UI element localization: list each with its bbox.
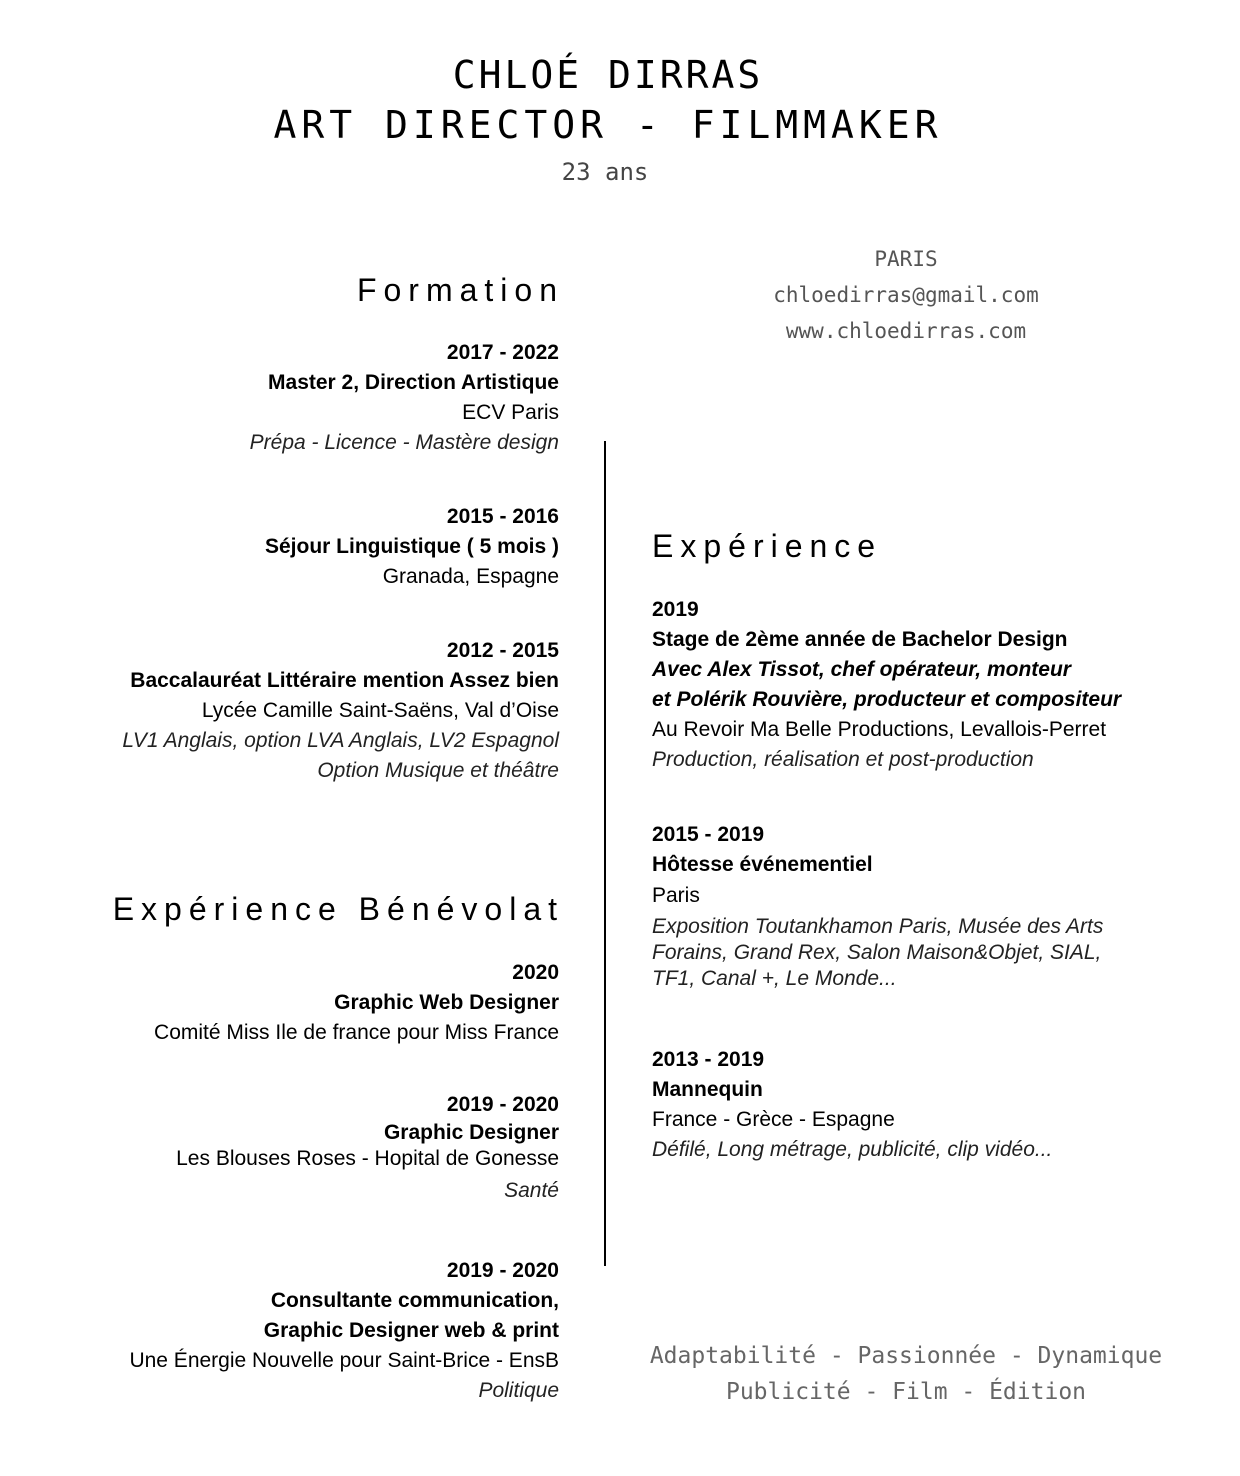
resume-age: 23 ans bbox=[561, 158, 649, 186]
experience-role: Hôtesse événementiel bbox=[652, 853, 873, 876]
volunteer-entry-2 bbox=[176, 1090, 559, 1210]
formation-entry-3 bbox=[122, 636, 559, 786]
experience-detail: Forains, Grand Rex, Salon Maison&Objet, SIAL, bbox=[652, 941, 1102, 964]
experience-years: 2015 - 2019 bbox=[652, 823, 765, 846]
resume-name: CHLOÉ DIRRAS bbox=[452, 53, 764, 97]
experience-entry-2 bbox=[652, 820, 1103, 992]
experience-title: Expérience bbox=[652, 528, 883, 564]
formation-entry-2 bbox=[265, 502, 559, 592]
experience-with: et Polérik Rouvière, producteur et compositeur bbox=[652, 688, 1122, 711]
formation-detail: Option Musique et théâtre bbox=[317, 759, 559, 782]
formation-title: Formation bbox=[356, 272, 564, 308]
volunteer-title: Expérience Bénévolat bbox=[112, 891, 564, 927]
volunteer-org: Une Énergie Nouvelle pour Saint-Brice - EnsB bbox=[129, 1349, 559, 1372]
column-divider bbox=[604, 441, 606, 1266]
experience-entry-1 bbox=[652, 595, 1121, 775]
volunteer-years: 2020 bbox=[512, 961, 559, 984]
volunteer-org: Comité Miss Ile de france pour Miss France bbox=[154, 1021, 559, 1044]
resume-role: ART DIRECTOR - FILMMAKER bbox=[273, 103, 943, 147]
volunteer-role: Graphic Designer web & print bbox=[263, 1319, 559, 1342]
formation-years: 2015 - 2016 bbox=[446, 505, 559, 528]
formation-years: 2017 - 2022 bbox=[446, 341, 559, 364]
volunteer-entry-1 bbox=[154, 958, 559, 1048]
formation-detail: Prépa - Licence - Mastère design bbox=[249, 431, 559, 454]
formation-entry-1 bbox=[250, 338, 559, 458]
experience-with: Avec Alex Tissot, chef opérateur, monteur bbox=[652, 658, 1071, 681]
contact-website: www.chloedirras.com bbox=[785, 319, 1027, 343]
volunteer-years: 2019 - 2020 bbox=[446, 1093, 559, 1116]
formation-degree: Baccalauréat Littéraire mention Assez bien bbox=[130, 669, 559, 692]
experience-role: Stage de 2ème année de Bachelor Design bbox=[652, 628, 1068, 651]
formation-years: 2012 - 2015 bbox=[446, 639, 559, 662]
formation-school: ECV Paris bbox=[462, 401, 559, 424]
experience-entry-3 bbox=[652, 1045, 1052, 1165]
experience-detail: Exposition Toutankhamon Paris, Musée des Arts bbox=[652, 915, 1104, 938]
qualities-line: Adaptabilité - Passionnée - Dynamique bbox=[649, 1343, 1163, 1369]
experience-detail: Défilé, Long métrage, publicité, clip vidéo... bbox=[652, 1138, 1053, 1161]
experience-detail: TF1, Canal +, Le Monde... bbox=[652, 967, 897, 990]
formation-degree: Master 2, Direction Artistique bbox=[268, 371, 559, 394]
experience-detail: Production, réalisation et post-production bbox=[652, 748, 1034, 771]
formation-school: Lycée Camille Saint-Saëns, Val d’Oise bbox=[201, 699, 559, 722]
experience-role: Mannequin bbox=[652, 1078, 763, 1101]
volunteer-role: Graphic Web Designer bbox=[334, 991, 559, 1014]
formation-detail: LV1 Anglais, option LVA Anglais, LV2 Espagnol bbox=[122, 729, 559, 752]
volunteer-detail: Santé bbox=[504, 1179, 559, 1202]
volunteer-role: Graphic Designer bbox=[383, 1121, 559, 1144]
fields-line: Publicité - Film - Édition bbox=[725, 1379, 1087, 1405]
experience-place: Paris bbox=[652, 884, 700, 907]
volunteer-detail: Politique bbox=[478, 1379, 559, 1402]
contact-city: PARIS bbox=[874, 247, 938, 271]
formation-school: Granada, Espagne bbox=[382, 565, 559, 588]
experience-years: 2013 - 2019 bbox=[652, 1048, 765, 1071]
experience-place: France - Grèce - Espagne bbox=[652, 1108, 895, 1131]
experience-company: Au Revoir Ma Belle Productions, Levallois-Perret bbox=[652, 718, 1107, 741]
volunteer-entry-3 bbox=[129, 1256, 559, 1406]
experience-years: 2019 bbox=[652, 598, 699, 621]
formation-degree: Séjour Linguistique ( 5 mois ) bbox=[264, 535, 559, 558]
volunteer-years: 2019 - 2020 bbox=[446, 1259, 559, 1282]
volunteer-role: Consultante communication, bbox=[270, 1289, 559, 1312]
volunteer-org: Les Blouses Roses - Hopital de Gonesse bbox=[176, 1147, 559, 1170]
contact-email: chloedirras@gmail.com bbox=[773, 283, 1039, 307]
